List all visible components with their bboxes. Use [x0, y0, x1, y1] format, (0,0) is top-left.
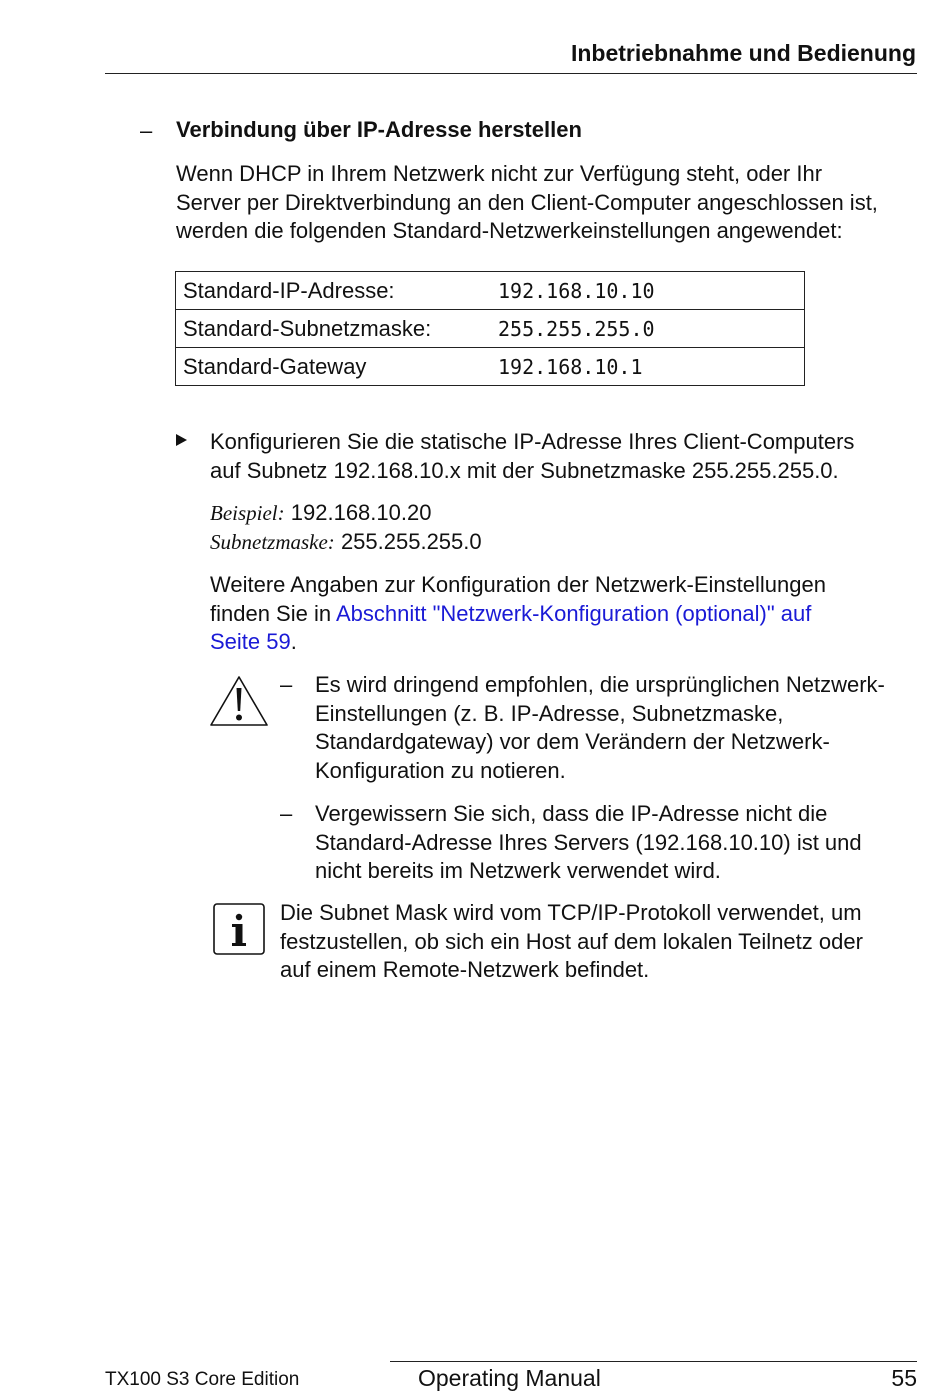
- section-heading: Verbindung über IP-Adresse herstellen: [176, 117, 582, 142]
- warning-item: [280, 800, 885, 886]
- intro-line: Wenn DHCP in Ihrem Netzwerk nicht zur Verfügung steht, oder Ihr: [176, 161, 823, 186]
- warning-line: Vergewissern Sie sich, dass die IP-Adresse nicht die: [315, 801, 828, 826]
- setting-value: 192.168.10.10: [498, 272, 805, 310]
- warning-line: Es wird dringend empfohlen, die ursprünglichen Netzwerk-: [315, 672, 885, 697]
- running-header: Inbetriebnahme und Bedienung: [570, 40, 916, 66]
- footer-manual-title: Operating Manual: [418, 1365, 601, 1391]
- further-line: [210, 628, 826, 657]
- warning-line: Standard-Adresse Ihres Servers (192.168.10.10) ist und: [315, 829, 862, 855]
- warning-line: Standardgateway) vor dem Verändern der Netzwerk-: [315, 729, 830, 754]
- section-dash: –: [140, 118, 153, 143]
- intro-paragraph: [176, 160, 936, 246]
- example-mask-label: Subnetzmaske:: [210, 529, 335, 554]
- warning-line: Einstellungen (z. B. IP-Adresse, Subnetzmaske,: [315, 700, 784, 726]
- warning-item: [280, 671, 885, 785]
- note-line: Die Subnet Mask wird vom TCP/IP-Protokoll verwendet, um: [280, 900, 862, 925]
- further-line: [210, 600, 826, 629]
- note-line: festzustellen, ob sich ein Host auf dem lokalen Teilnetz oder: [280, 928, 863, 954]
- example-ip-value: 192.168.10.20: [290, 500, 432, 525]
- note-line: auf einem Remote-Netzwerk befindet.: [280, 957, 650, 982]
- header-rule: [105, 73, 917, 74]
- intro-line: Server per Direktverbindung an den Client-Computer angeschlossen ist,: [176, 189, 878, 215]
- warning-dash: –: [280, 801, 293, 826]
- warning-list: [280, 671, 885, 901]
- setting-value: 255.255.255.0: [498, 310, 805, 348]
- info-note: [280, 899, 863, 985]
- caution-triangle-icon: [208, 674, 270, 728]
- example-mask-value: 255.255.255.0: [340, 528, 482, 554]
- step-line: Konfigurieren Sie die statische IP-Adresse Ihres Client-Computers: [210, 429, 855, 454]
- warning-line: nicht bereits im Netzwerk verwendet wird.: [315, 858, 721, 883]
- setting-label: Standard-IP-Adresse:: [176, 272, 499, 310]
- setting-value: 192.168.10.1: [498, 348, 805, 386]
- default-network-settings-table: [175, 271, 805, 386]
- table-row: [176, 272, 805, 310]
- page-link[interactable]: Seite 59: [210, 629, 291, 654]
- step-line: auf Subnetz 192.168.10.x mit der Subnetzmaske 255.255.255.0.: [210, 457, 839, 483]
- further-info-paragraph: [210, 571, 826, 657]
- info-icon: [213, 903, 265, 955]
- setting-label: Standard-Subnetzmaske:: [176, 310, 499, 348]
- warning-line: Konfiguration zu notieren.: [315, 757, 566, 783]
- footer-rule: [390, 1361, 917, 1362]
- example-ip-label: Beispiel:: [210, 501, 285, 525]
- table-row: [176, 348, 805, 386]
- example-ip-row: [210, 499, 482, 528]
- example-mask-row: [210, 528, 482, 557]
- further-suffix: .: [290, 629, 297, 654]
- setting-label: Standard-Gateway: [176, 348, 499, 386]
- section-link[interactable]: Abschnitt "Netzwerk-Konfiguration (optional)" auf: [335, 600, 812, 626]
- intro-line: werden die folgenden Standard-Netzwerkeinstellungen angewendet:: [176, 218, 843, 243]
- table-row: [176, 310, 805, 348]
- step-instruction: [210, 428, 854, 485]
- page-number: 55: [891, 1365, 917, 1391]
- warning-dash: –: [280, 672, 293, 697]
- further-prefix: finden Sie in: [210, 600, 336, 626]
- example-block: [210, 499, 482, 556]
- further-line: Weitere Angaben zur Konfiguration der Netzwerk-Einstellungen: [210, 572, 826, 597]
- step-arrow-icon: [176, 434, 187, 446]
- footer-product: TX100 S3 Core Edition: [105, 1369, 300, 1390]
